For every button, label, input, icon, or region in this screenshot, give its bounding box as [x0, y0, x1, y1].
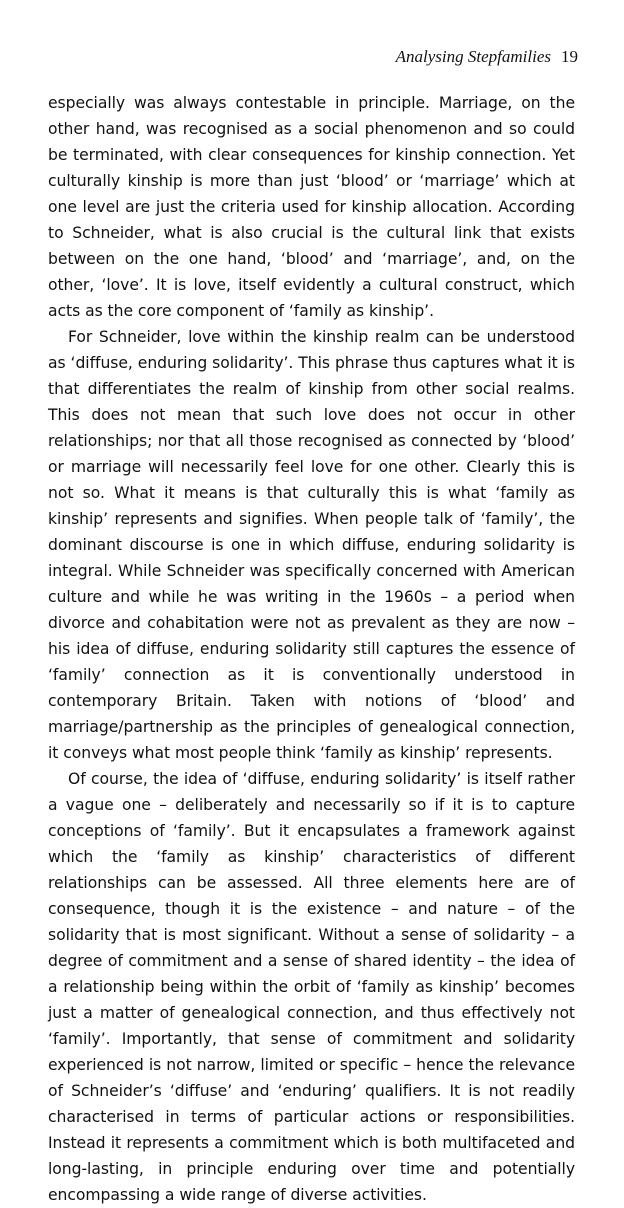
- paragraph: For Schneider, love within the kinship realm can be understood as ‘diffuse, enduring solidarity’. This phrase thus captures what it is that differentiates the realm of kinship from other social realms. This does not mean that such love does not occur in other relationships; nor that all those recognised as connected by ‘blood’ or marriage will necessarily feel love for one other. Clearly this is not so. What it means is that culturally this is what ‘family as kinship’ represents and signifies. When people talk of ‘family’, the dominant discourse is one in which diffuse, enduring solidarity is integral. While Schneider was specifically concerned with American culture and while he was writing in the 1960s – a period when divorce and cohabitation were not as prevalent as they are now – his idea of diffuse, enduring solidarity still captures the essence of ‘family’ connection as it is conventionally understood in contemporary Britain. Taken with notions of ‘blood’ and marriage/partnership as the principles of genealogical connection, it conveys what most people think ‘family as kinship’ represents.: [48, 328, 575, 762]
- running-head: [48, 46, 578, 68]
- paragraph-continued: especially was always contestable in principle. Marriage, on the other hand, was recognised as a social phenomenon and so could be terminated, with clear consequences for kinship connection. Yet culturally kinship is more than just ‘blood’ or ‘marriage’ which at one level are just the criteria used for kinship allocation. According to Schneider, what is also crucial is the cultural link that exists between on the one hand, ‘blood’ and ‘marriage’, and, on the other, ‘love’. It is love, itself evidently a cultural construct, which acts as the core component of ‘family as kinship’.: [48, 94, 575, 320]
- paragraph: Of course, the idea of ‘diffuse, enduring solidarity’ is itself rather a vague one – deliberately and necessarily so if it is to capture conceptions of ‘family’. But it encapsulates a framework against which the ‘family as kinship’ characteristics of different relationships can be assessed. All three elements here are of consequence, though it is the existence – and nature – of the solidarity that is most significant. Without a sense of solidarity – a degree of commitment and a sense of shared identity – the idea of a relationship being within the orbit of ‘family as kinship’ becomes just a matter of genealogical connection, and thus effectively not ‘family’. Importantly, that sense of commitment and solidarity experienced is not narrow, limited or specific – hence the relevance of Schneider’s ‘diffuse’ and ‘enduring’ qualifiers. It is not readily characterised in terms of particular actions or responsibilities. Instead it represents a commitment which is both multifaceted and long-lasting, in principle enduring over time and potentially encompassing a wide range of diverse activities.: [48, 770, 575, 1204]
- page-number: 19: [561, 47, 578, 66]
- body-text: [48, 90, 575, 1208]
- running-head-title: Analysing Stepfamilies: [395, 47, 551, 66]
